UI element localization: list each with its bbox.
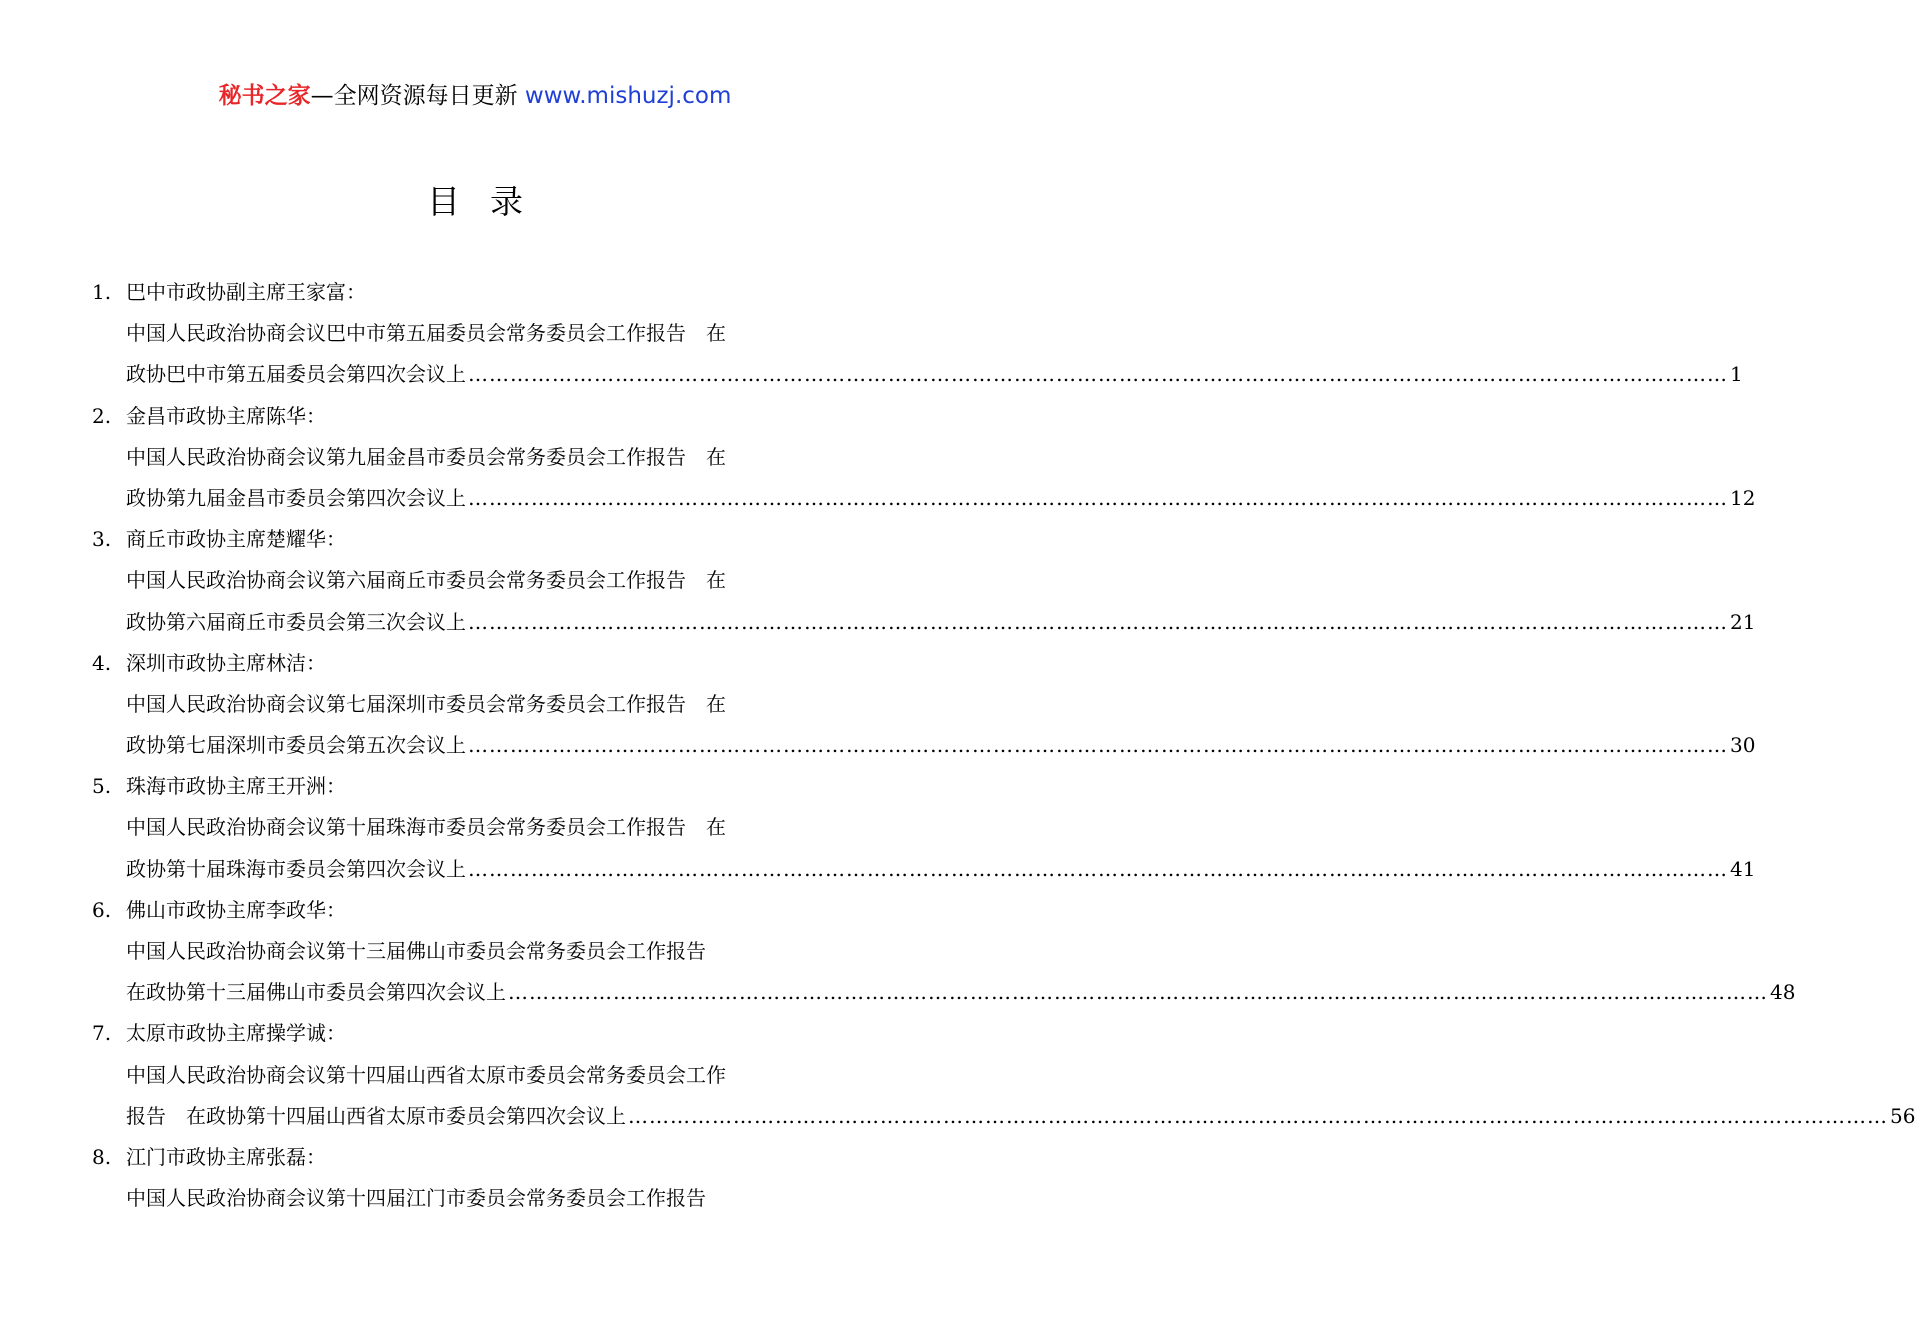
toc-entry[interactable] (0, 396, 1756, 520)
toc-entry-page-number: 41 (1730, 856, 1756, 881)
toc-entry[interactable] (0, 643, 1756, 767)
toc-entry-number: 3. (92, 527, 112, 552)
dot-leader: ……………………………………………………………………………………………………………………………………………………………… (468, 485, 1728, 510)
toc-entry-heading (0, 1013, 950, 1054)
toc-entry-title-line: 在政协第十三届佛山市委员会第四次会议上 (126, 980, 506, 1005)
toc-entry-heading-text: 太原市政协主席操学诚： (126, 1021, 346, 1046)
toc-entry-leader-line (0, 849, 1756, 890)
toc-entry-heading (0, 272, 950, 313)
toc-entry[interactable] (0, 766, 1756, 890)
site-banner (0, 80, 950, 112)
toc-entry-heading (0, 766, 950, 807)
toc-entry-page-number: 48 (1770, 980, 1796, 1005)
toc-entry-page-number: 56 (1890, 1103, 1915, 1128)
toc-entry-title-line: 政协第七届深圳市委员会第五次会议上 (126, 733, 466, 758)
banner-brand: 秘书之家 (218, 83, 311, 109)
toc-entry-heading-text: 珠海市政协主席王开洲： (126, 774, 346, 799)
toc-entry-heading-text: 巴中市政协副主席王家富： (126, 280, 366, 304)
toc-entry-title-line: 中国人民政治协商会议第十三届佛山市委员会常务委员会工作报告 (126, 939, 706, 963)
toc-entry-heading-text: 江门市政协主席张磊： (126, 1144, 326, 1169)
toc-entry-title-line: 中国人民政治协商会议巴中市第五届委员会常务委员会工作报告 在 (126, 321, 726, 346)
toc-entry-page-number: 30 (1730, 733, 1756, 758)
toc-entry-number: 6. (92, 897, 112, 922)
dot-leader: ……………………………………………………………………………………………………………………………………………………………… (468, 733, 1728, 758)
toc-entry-heading (0, 396, 950, 437)
toc-entry-heading (0, 519, 950, 560)
toc-entry-title-line: 政协第六届商丘市委员会第三次会议上 (126, 609, 466, 634)
toc-entry-number: 2. (92, 403, 112, 428)
toc-entry-number: 1. (92, 280, 112, 304)
toc-entry-title-line: 政协第十届珠海市委员会第四次会议上 (126, 856, 466, 881)
dot-leader: ……………………………………………………………………………………………………………………………………………………………… (468, 609, 1728, 634)
toc-entry-title-line: 中国人民政治协商会议第十四届江门市委员会常务委员会工作报告 (126, 1186, 706, 1211)
banner-url[interactable]: www.mishuzj.com (524, 83, 732, 109)
toc-entry-heading-text: 佛山市政协主席李政华： (126, 897, 346, 922)
toc-entry-title-line: 中国人民政治协商会议第十届珠海市委员会常务委员会工作报告 在 (126, 815, 726, 840)
toc-entry-title-line: 报告 在政协第十四届山西省太原市委员会第四次会议上 (126, 1103, 626, 1128)
banner-tagline: —全网资源每日更新 (310, 83, 525, 109)
toc-entry-number: 8. (92, 1144, 112, 1169)
toc-entry-number: 4. (92, 650, 112, 675)
dot-leader: ……………………………………………………………………………………………………………………………………………………………… (468, 362, 1728, 387)
toc-entry-heading-text: 深圳市政协主席林洁： (126, 650, 326, 675)
toc-entry-heading (0, 890, 950, 931)
toc-entry-leader-line (0, 354, 1743, 395)
toc-entry[interactable] (0, 272, 1743, 396)
toc-entry-heading (0, 643, 950, 684)
toc-entry[interactable] (0, 519, 1756, 643)
toc-entry-title-line: 中国人民政治协商会议第六届商丘市委员会常务委员会工作报告 在 (126, 568, 726, 593)
toc-entry[interactable] (0, 890, 1796, 1014)
toc-entry-title-line: 中国人民政治协商会议第九届金昌市委员会常务委员会工作报告 在 (126, 444, 726, 469)
toc-entry-title-line: 政协巴中市第五届委员会第四次会议上 (126, 362, 466, 387)
toc-entry-page-number: 1 (1730, 362, 1743, 387)
dot-leader: ……………………………………………………………………………………………………………………………………………………………… (628, 1103, 1888, 1128)
toc-entry[interactable] (0, 1013, 1915, 1137)
toc-entry-number: 7. (92, 1021, 112, 1046)
toc-entry-title-line: 政协第九届金昌市委员会第四次会议上 (126, 485, 466, 510)
toc-entry-number: 5. (92, 774, 112, 799)
toc-entry-leader-line (0, 725, 1756, 766)
toc-entry-page-number: 12 (1730, 485, 1756, 510)
toc-entry-heading (0, 1137, 950, 1178)
toc-entry-leader-line (0, 602, 1756, 643)
toc-entry-leader-line (0, 478, 1756, 519)
page-title: 目录 (427, 182, 553, 221)
dot-leader: ……………………………………………………………………………………………………………………………………………………………… (508, 980, 1768, 1005)
toc-entry-leader-line (0, 972, 1796, 1013)
toc-entry-heading-text: 金昌市政协主席陈华： (126, 403, 326, 428)
toc-entry-page-number: 21 (1730, 609, 1756, 634)
toc-entry-heading-text: 商丘市政协主席楚耀华： (126, 527, 346, 552)
toc-entry-leader-line (0, 1096, 1915, 1137)
table-of-contents (0, 272, 1915, 1219)
toc-entry[interactable] (0, 1137, 950, 1219)
toc-entry-title-line: 中国人民政治协商会议第十四届山西省太原市委员会常务委员会工作 (126, 1062, 726, 1087)
toc-entry-title-line: 中国人民政治协商会议第七届深圳市委员会常务委员会工作报告 在 (126, 691, 726, 716)
dot-leader: ……………………………………………………………………………………………………………………………………………………………… (468, 856, 1728, 881)
